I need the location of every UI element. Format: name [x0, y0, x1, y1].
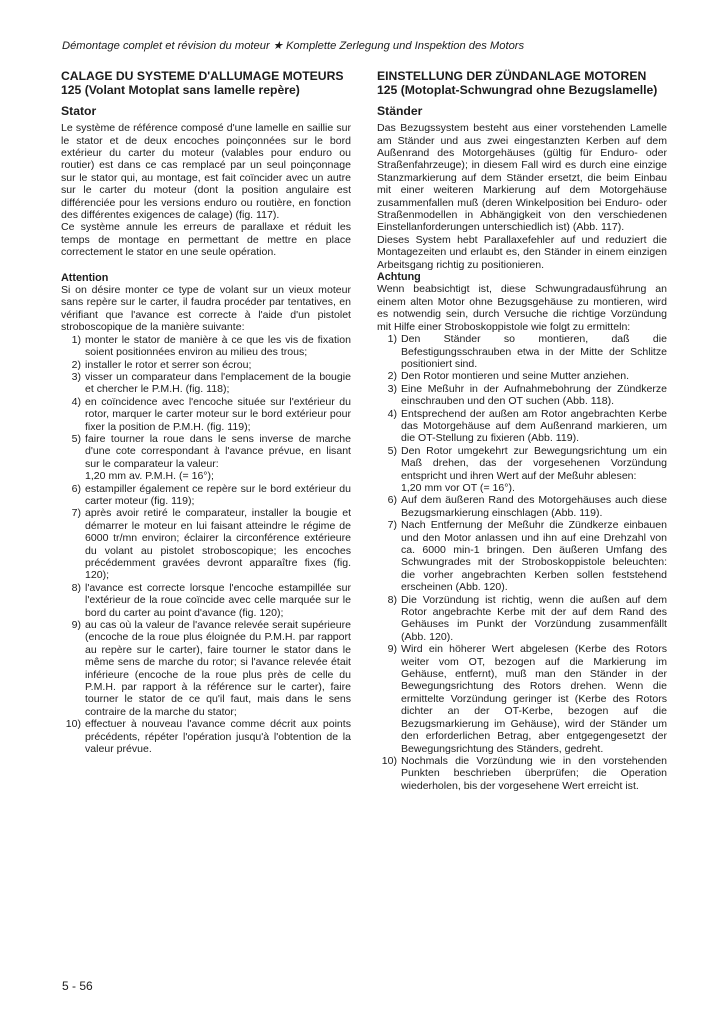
list-item	[61, 334, 351, 359]
list-item	[61, 483, 351, 508]
list-item	[377, 594, 667, 644]
step-number: 5)	[71, 432, 81, 445]
page-number: 5 - 56	[62, 979, 93, 993]
step-number: 1)	[387, 333, 397, 346]
german-title: EINSTELLUNG DER ZÜNDANLAGE MOTOREN 125 (Motoplat-Schwungrad ohne Bezugslamelle)	[377, 69, 658, 97]
list-item	[61, 359, 351, 371]
step-number: 10)	[381, 754, 397, 767]
step-number: 9)	[71, 619, 81, 632]
step-number: 8)	[71, 581, 81, 594]
step-number: 2)	[71, 358, 81, 371]
step-number: 3)	[387, 382, 397, 395]
german-attention-heading: Achtung	[377, 271, 421, 284]
step-number: 7)	[71, 507, 81, 520]
list-item	[61, 718, 351, 755]
list-item	[377, 370, 667, 382]
list-item	[61, 619, 351, 718]
step-number: 4)	[387, 407, 397, 420]
step-value: 1,20 mm vor OT (= 16°).	[401, 481, 515, 494]
list-item	[61, 433, 351, 483]
french-subtitle: Stator	[61, 104, 97, 119]
page-header: Démontage complet et révision du moteur ★ Komplette Zerlegung und Inspektion des Motors	[62, 40, 525, 52]
step-text: faire tourner la roue dans le sens inverse de marche d'une cote correspondant à l'avance prévue, en lisant sur le comparateur la valeur:	[85, 432, 351, 470]
step-number: 10)	[65, 718, 81, 731]
step-text: installer le rotor et serrer son écrou;	[85, 358, 252, 371]
german-column	[377, 70, 667, 792]
french-attention-heading: Attention	[61, 271, 109, 284]
list-item	[377, 643, 667, 755]
list-item	[377, 494, 667, 519]
french-steps-list	[61, 334, 351, 756]
step-number: 2)	[387, 370, 397, 383]
list-item	[377, 519, 667, 593]
german-steps-list	[377, 333, 667, 792]
step-text: Eine Meßuhr in der Aufnahmebohrung der Zündkerze einschrauben und den OT suchen (Abb. 118).	[401, 382, 667, 408]
step-text: effectuer à nouveau l'avance comme décrit aux points précédents, répéter l'opération jusqu'à l'obtention de la valeur prévue.	[85, 718, 351, 756]
step-text: au cas où la valeur de l'avance relevée serait supérieure (encoche de la roue plus éloignée du P.M.H. par rapport au repère sur le carter), faire tourner le stator dans le même sens de marche du rotor; si l'avance relevée était inférieure (encoche de la roue plus près de celle du P.M.H. par rapport à la référence sur le carter), faire tourner le stator de ce qu'il faut, mais dans le sens contraire de la marche du stator;	[85, 619, 351, 718]
german-subtitle: Ständer	[377, 104, 423, 119]
list-item	[61, 396, 351, 433]
step-number: 9)	[387, 643, 397, 656]
step-text: Den Rotor umgekehrt zur Bewegungsrichtung um ein Maß drehen, das der vorgesehenen Vorzündung entspricht und ihren Wert auf der Meßuhr ablesen:	[401, 444, 667, 482]
step-text: Wird ein höherer Wert abgelesen (Kerbe des Rotors weiter vom OT, bezogen auf die Markierung im Gehäuse, entfernt), muß man den Ständer in der Bewegungsrichtung des Rotors drehen. Wenn die ermittelte Vorzündung geringer ist (Kerbe des Rotors dichter an der OT-Kerbe, bezogen auf die Bezugsmarkierung im Gehäuse), wird der Ständer um den erforderlichen Betrag, aber entgegengesetzt der Bewegungsrichtung des Ständers, gedreht.	[401, 643, 667, 755]
french-paragraph-2: Ce système annule les erreurs de parallaxe et réduit les temps de montage en permettant de mettre en place correctement le stator en une seule opération.	[61, 221, 351, 259]
step-text: l'avance est correcte lorsque l'encoche estampillée sur l'extérieur de la roue coïncide avec celle marquée sur le bord du carter au point d'avance (fig. 120);	[85, 581, 351, 619]
step-number: 4)	[71, 395, 81, 408]
step-text: visser un comparateur dans l'emplacement de la bougie et chercher le P.M.H. (fig. 118);	[85, 370, 351, 396]
list-item	[61, 371, 351, 396]
french-paragraph-1: Le système de référence composé d'une lamelle en saillie sur le stator et de deux encoches poinçonnées sur le bord extérieur du carter du moteur (valables pour enduro ou routier) est dans ce cas remplacé par un seul poinçonnage sur le stator qui, au montage, est fait coïncider avec un autre sur le carter du moteur (dont la position angulaire est différenciée pour les versions enduro ou routière, en fonction des différentes exigences de calage) (fig. 117).	[61, 122, 351, 222]
step-number: 1)	[71, 333, 81, 346]
french-title: CALAGE DU SYSTEME D'ALLUMAGE MOTEURS 125 (Volant Motoplat sans lamelle repère)	[61, 69, 344, 97]
step-value: 1,20 mm av. P.M.H. (= 16°);	[85, 470, 214, 483]
list-item	[377, 408, 667, 445]
german-paragraph-3: Wenn beabsichtigt ist, diese Schwungradausführung an einem alten Motor ohne Bezugsgehäuse zu montieren, wird es notwendig sein, durch Versuche die richtige Vorzündung mit Hilfe einer Stroboskoppistole wie folgt zu ermitteln:	[377, 283, 667, 333]
step-text: Den Ständer so montieren, daß die Befestigungsschrauben etwa in der Mitte der Schlitze positioniert sind.	[401, 333, 667, 370]
step-text: monter le stator de manière à ce que les vis de fixation soient positionnées environ au milieu des trous;	[85, 333, 351, 359]
step-text: en coïncidence avec l'encoche située sur l'extérieur du rotor, marquer le carter moteur sur le bord extérieur pour fixer la position de P.M.H. (fig. 119);	[85, 395, 351, 433]
german-paragraph-1: Das Bezugssystem besteht aus einer vorstehenden Lamelle am Ständer und aus zwei eingestanzten Kerben auf dem Außenrand des Motorgehäuses (gültig für Enduro- oder Straßenfahrzeuge); in diesem Fall wird es durch eine einzige Stanzmarkierung auf dem Ständer ersetzt, die beim Einbau mit einer weiteren Markierung auf dem Motorgehäuse zusammenfallen muß (deren Winkelposition bei Enduro- oder Straßenmodellen in Abhängigkeit von den verschiedenen Einstellanforderungen unterschiedlich ist) (Abb. 117).	[377, 122, 667, 234]
list-item	[61, 582, 351, 619]
list-item	[377, 755, 667, 792]
list-item	[377, 445, 667, 495]
step-text: Den Rotor montieren und seine Mutter anziehen.	[401, 370, 630, 383]
list-item	[377, 383, 667, 408]
step-number: 6)	[387, 494, 397, 507]
list-item	[61, 507, 351, 581]
step-text: estampiller également ce repère sur le bord extérieur du carter moteur (fig. 119);	[85, 482, 351, 507]
step-number: 7)	[387, 519, 397, 532]
step-text: Auf dem äußeren Rand des Motorgehäuses auch diese Bezugsmarkierung einschlagen (Abb. 119).	[401, 494, 667, 519]
french-column	[61, 70, 351, 756]
step-text: Nochmals die Vorzündung wie in den vorstehenden Punkten beschrieben überprüfen; die Operation wiederholen, bis der vorgesehene Wert erreicht ist.	[401, 754, 667, 792]
step-number: 3)	[71, 370, 81, 383]
list-item	[377, 333, 667, 370]
step-text: Entsprechend der außen am Rotor angebrachten Kerbe das Motorgehäuse auf dem Außenrand markieren, um die OT-Stellung zu fixieren (Abb. 119).	[401, 407, 667, 445]
step-text: Nach Entfernung der Meßuhr die Zündkerze einbauen und den Motor anlassen und ihn auf eine Drehzahl von ca. 6000 min-1 bringen. Den äußeren Umfang des Schwungrades mit der Stroboskoppistole beleuchten: die vorher angebrachten Kerben sollen feststehend erscheinen (Abb. 120).	[401, 519, 667, 594]
step-text: après avoir retiré le comparateur, installer la bougie et démarrer le moteur en lui faisant atteindre le régime de 6000 tr/mn environ; éclairer la circonférence extérieure du volant au pistolet stroboscopique; les encoches précédemment gravées devront apparaître fixes (fig. 120);	[85, 507, 351, 582]
french-paragraph-3: Si on désire monter ce type de volant sur un vieux moteur sans repère sur le carter, il faudra procéder par tentatives, en vérifiant que l'avance est correcte à l'aide d'un pistolet stroboscopique de la manière suivante:	[61, 284, 351, 334]
step-number: 8)	[387, 593, 397, 606]
step-text: Die Vorzündung ist richtig, wenn die außen auf dem Rotor angebrachte Kerbe mit der auf dem Rand des Gehäuses im Punkt der Vorzündung zusammenfällt (Abb. 120).	[401, 593, 667, 643]
step-number: 6)	[71, 482, 81, 495]
german-paragraph-2: Dieses System hebt Parallaxefehler auf und reduziert die Montagezeiten und erlaubt es, den Ständer in einem einzigen Arbeitsgang richtig zu positionieren.	[377, 233, 667, 271]
step-number: 5)	[387, 444, 397, 457]
